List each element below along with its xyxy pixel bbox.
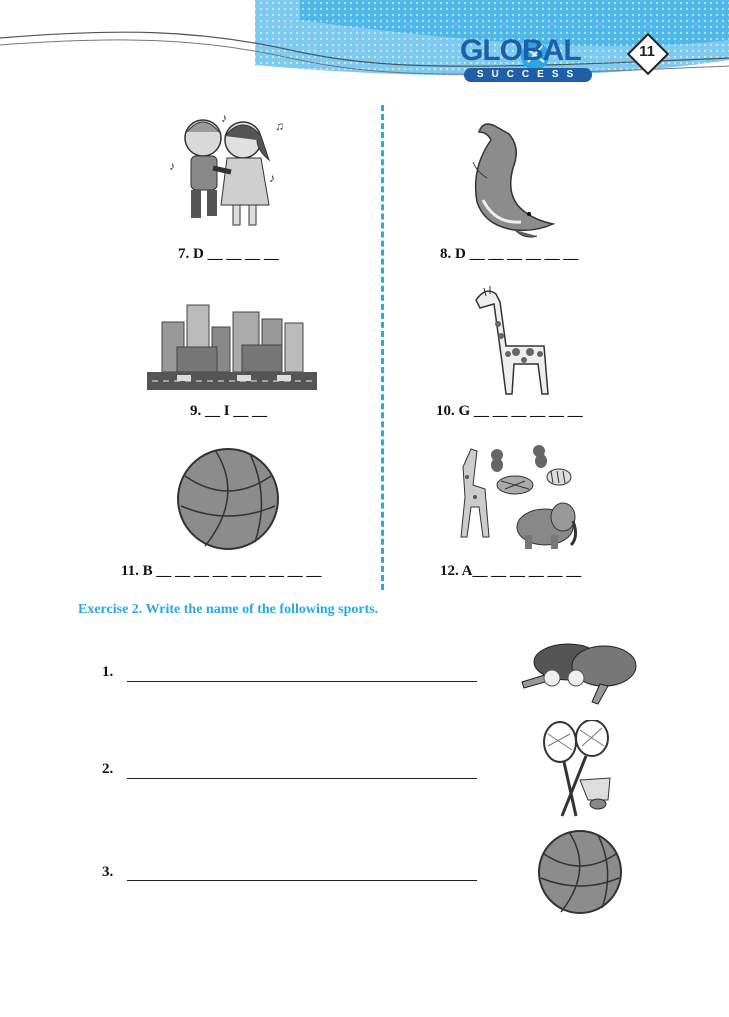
- basketball-image: [175, 446, 281, 552]
- animals-image: [455, 437, 580, 552]
- vocab-label-12: 12. A__ __ __ __ __ __: [440, 563, 582, 579]
- exercise-2-title: Exercise 2. Write the name of the following sports.: [78, 602, 379, 617]
- basketball-icon: [536, 828, 624, 916]
- vocab-label-7: 7. D __ __ __ __: [178, 246, 279, 262]
- vocab-label-10: 10. G __ __ __ __ __ __: [436, 403, 583, 419]
- giraffe-image: [468, 282, 558, 400]
- table-tennis-icon: [518, 640, 640, 706]
- svg-text:♪: ♪: [221, 111, 227, 125]
- page-number-badge: [628, 34, 666, 72]
- header-banner: [0, 0, 729, 95]
- answer-line-2[interactable]: [127, 778, 477, 779]
- logo-sub-text: SUCCESS: [476, 69, 582, 80]
- vocab-label-11: 11. B __ __ __ __ __ __ __ __ __: [121, 563, 322, 579]
- svg-text:♪: ♪: [269, 171, 275, 185]
- global-success-logo: [458, 32, 598, 86]
- city-image: [147, 297, 317, 392]
- dolphin-image: [465, 118, 565, 240]
- svg-text:♪: ♪: [169, 159, 175, 173]
- exercise-2-number-3: 3.: [102, 864, 114, 880]
- badminton-icon: [540, 720, 620, 820]
- answer-line-3[interactable]: [127, 880, 477, 881]
- exercise-2-number-1: 1.: [102, 664, 114, 680]
- page-number: 11: [639, 43, 655, 60]
- logo-main-text: GLOBAL: [460, 34, 581, 67]
- exercise-2-number-2: 2.: [102, 761, 114, 777]
- vocab-label-8: 8. D __ __ __ __ __ __: [440, 246, 579, 262]
- svg-text:♫: ♫: [275, 119, 284, 133]
- dancing-children-image: [165, 110, 295, 235]
- answer-line-1[interactable]: [127, 681, 477, 682]
- vocab-label-9: 9. __ I __ __: [190, 403, 268, 419]
- column-divider: [381, 105, 384, 590]
